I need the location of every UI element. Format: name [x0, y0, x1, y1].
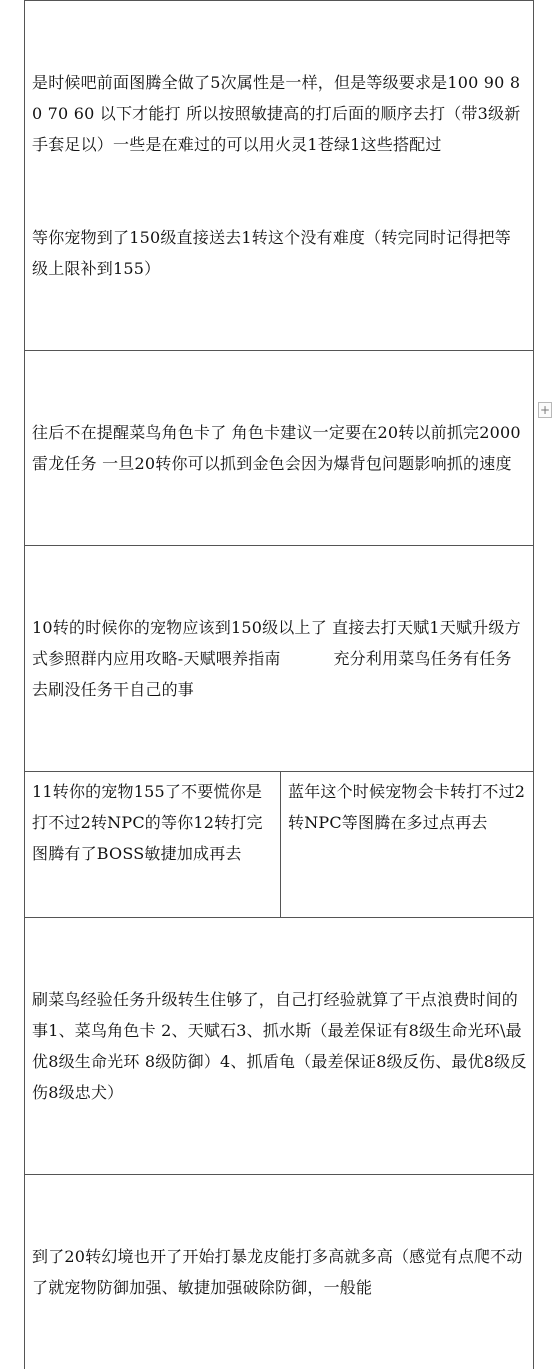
table-cell: [25, 351, 534, 546]
cell-paragraph: 往后不在提醒菜鸟角色卡了 角色卡建议一定要在20转以前抓完2000雷龙任务 一旦20转你可以抓到金色会因为爆背包问题影响抓的速度: [32, 417, 527, 479]
table-row: [25, 1, 534, 351]
table-cell-right: 蓝年这个时候宠物会卡转打不过2转NPC等图腾在多过点再去: [281, 772, 534, 918]
table-row: [25, 772, 534, 918]
table-cell: [25, 1, 534, 351]
table-cell: [25, 546, 534, 772]
table-row: [25, 918, 534, 1175]
table-row: [25, 351, 534, 546]
cell-paragraph: 刷菜鸟经验任务升级转生住够了，自己打经验就算了干点浪费时间的事1、菜鸟角色卡 2、天赋石3、抓水斯（最差保证有8级生命光环\最优8级生命光环 8级防御）4、抓盾龟（最差保证8级反伤、最优8级反伤8级忠犬）: [32, 984, 527, 1108]
cell-paragraph: 10转的时候你的宠物应该到150级以上了 直接去打天赋1天赋升级方式参照群内应用攻略-天赋喂养指南 充分利用菜鸟任务有任务去刷没任务干自己的事: [32, 612, 527, 705]
table-row: [25, 546, 534, 772]
plus-icon[interactable]: +: [538, 402, 552, 418]
table-cell: [25, 918, 534, 1175]
table-cell: [25, 1175, 534, 1369]
cell-paragraph: 等你宠物到了150级直接送去1转这个没有难度（转完同时记得把等级上限补到155）: [32, 222, 527, 284]
table-row: [25, 1175, 534, 1369]
cell-paragraph: 是时候吧前面图腾全做了5次属性是一样，但是等级要求是100 90 80 70 60 以下才能打 所以按照敏捷高的打后面的顺序去打（带3级新手套足以）一些是在难过的可以用火灵1苍绿1这些搭配过: [32, 67, 527, 160]
table-cell-left: 11转你的宠物155了不要慌你是打不过2转NPC的等你12转打完图腾有了BOSS敏捷加成再去: [25, 772, 281, 918]
cell-paragraph: 到了20转幻境也开了开始打暴龙皮能打多高就多高（感觉有点爬不动了就宠物防御加强、敏捷加强破除防御，一般能: [32, 1241, 527, 1303]
guide-table: [24, 0, 534, 1369]
